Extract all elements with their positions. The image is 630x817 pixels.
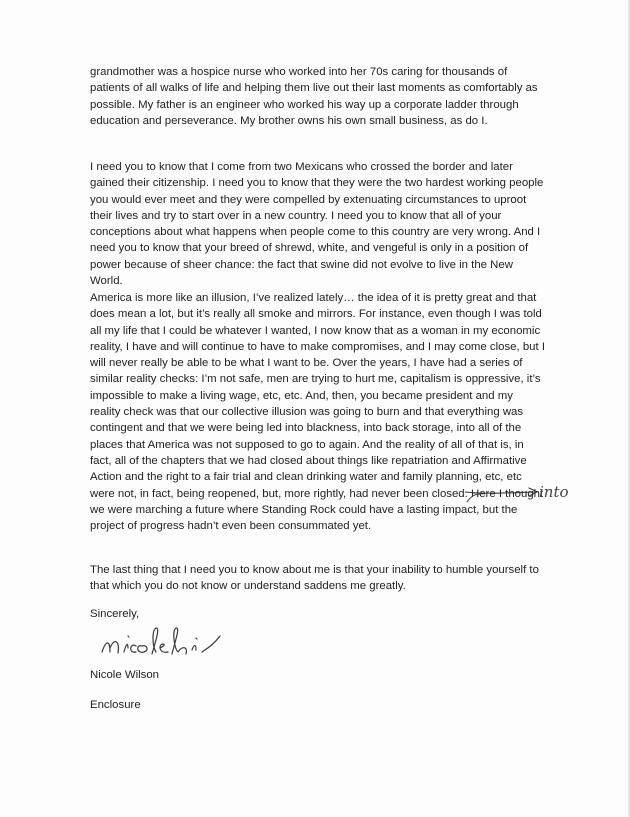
letter-paragraph-4: The last thing that I need you to know about me is that your inability to humble yourself to that which you do not know or understand saddens me greatly. — [90, 564, 539, 593]
handwritten-insert-text: into — [539, 483, 569, 501]
letter-paragraph-1: grandmother was a hospice nurse who worked into her 70s caring for thousands of patients of all walks of life and helping them live out their last moments as comfortably as possible. My father is an engineer who worked his way up a corporate ladder through education and perseverance. My brother owns his own small business, as do I. — [90, 66, 538, 127]
letter-paragraph-2: I need you to know that I come from two Mexicans who crossed the border and later gained their citizenship. I need you to know that they were the two hardest working people you would ever meet and they were compelled by extenuating circumstances to uproot their lives and try to start over in a new country. I need you to know that all of your conceptions about what happens when people come to this country are very wrong. And I need you to know that your breed of shrewd, white, and vengeful is only in a position of power because of sheer chance: the fact that swine did not evolve to live in the New World. — [90, 161, 544, 288]
closing-salutation: Sincerely, — [90, 608, 140, 620]
handwritten-signature — [98, 622, 248, 662]
letter-paragraph-3: America is more like an illusion, I’ve realized lately… the idea of it is pretty great and that does mean a lot, but it’s really all smoke and mirrors. For instance, even though I was told all my life that I could be whatever I wanted, I now know that as a woman in my economic reality, I have and will continue to have to make compromises, and I may come close, but I will never really be able to be what I want to be. Over the years, I have had a series of similar reality checks: I’m not safe, men are trying to hurt me, capitalism is oppressive, it’s impossible to make a living wage, etc, etc. And, then, you became president and my reality check was that our collective illusion was going to burn and that everything was contingent and that we were being led into blackness, into back storage, into all of the places that America was not supposed to go to again. And the reality of all of that is, in fact, all of the chapters that we had closed about things like repatriation and Affirmative Action and the right to a fair trial and clean drinking water and family planning, etc, etc were not, in fact, being reopened, but, more rightly, had never been closed. Here I thought we were marching a future where Standing Rock could have a lasting impact, but the project of progress hadn’t even been consummated yet. — [90, 292, 545, 533]
enclosure-note: Enclosure — [90, 699, 141, 711]
handwritten-insertion-mark — [465, 478, 577, 504]
signer-name: Nicole Wilson — [90, 669, 159, 681]
